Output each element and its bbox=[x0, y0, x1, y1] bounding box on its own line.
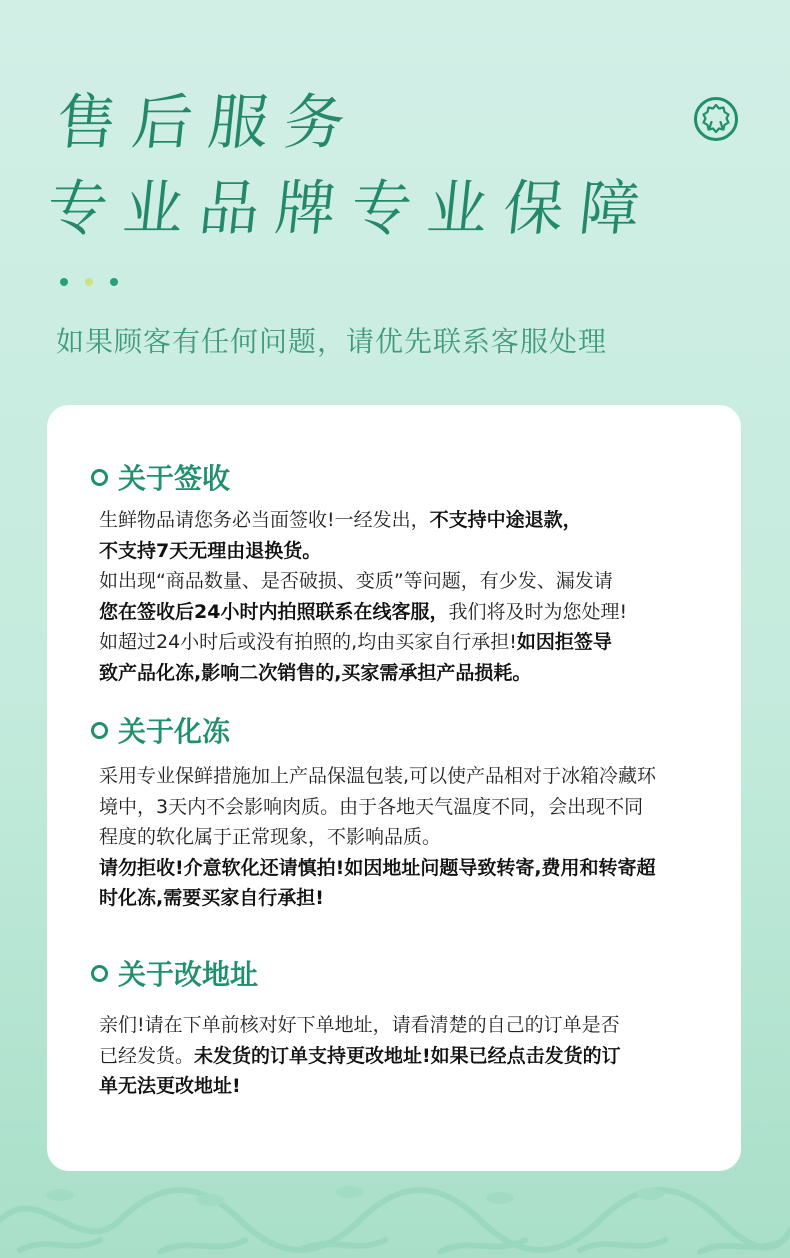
text: 我们将及时为您处理! bbox=[448, 600, 628, 623]
text: 已经发货。 bbox=[99, 1044, 195, 1067]
section-title: 关于签收 bbox=[118, 462, 231, 495]
bold-text: 时化冻,需要买家自行承担! bbox=[99, 887, 324, 909]
decorative-dots bbox=[60, 278, 118, 286]
bold-text: 您在签收后24小时内拍照联系在线客服， bbox=[99, 600, 449, 623]
text: 境中，3天内不会影响肉质。由于各地天气温度不同，会出现不同 bbox=[99, 795, 644, 818]
text: 生鲜物品请您务必当面签收!一经发出， bbox=[99, 509, 430, 531]
circle-bullet-icon bbox=[91, 965, 108, 982]
bold-text: 如因拒签导 bbox=[516, 631, 612, 653]
page-title bbox=[43, 80, 669, 252]
bold-text: 不支持7天无理由退换货。 bbox=[99, 539, 322, 562]
bold-text: 致产品化冻,影响二次销售的,买家需承担产品损耗。 bbox=[99, 661, 532, 684]
section-body-address bbox=[99, 1010, 703, 1102]
page-subtitle: 如果顾客有任何问题，请优先联系客服处理 bbox=[56, 325, 608, 358]
text: 采用专业保鲜措施加上产品保温包装,可以使产品相对于冰箱冷藏环 bbox=[99, 765, 657, 787]
section-heading-address bbox=[91, 953, 258, 993]
bold-text: 单无法更改地址! bbox=[99, 1075, 241, 1097]
section-body-thaw bbox=[99, 761, 703, 914]
dot bbox=[85, 278, 93, 286]
section-heading-receipt bbox=[91, 457, 230, 497]
section-heading-thaw bbox=[91, 710, 230, 750]
section-title: 关于化冻 bbox=[118, 715, 231, 748]
circle-bullet-icon bbox=[91, 722, 108, 739]
text: 亲们!请在下单前核对好下单地址，请看清楚的自己的订单是否 bbox=[99, 1014, 620, 1036]
dot bbox=[110, 278, 118, 286]
section-body-receipt bbox=[99, 505, 703, 688]
text: 如出现“商品数量、是否破损、变质”等问题，有少发、漏发请 bbox=[99, 570, 613, 592]
bold-text: 请勿拒收!介意软化还请慎拍!如因地址问题导致转寄,费用和转寄超 bbox=[99, 856, 656, 879]
decorative-wave-pattern bbox=[0, 1140, 790, 1258]
title-line-1: 售后服务 bbox=[52, 88, 365, 158]
text: 如超过24小时后或没有拍照的,均由买家自行承担! bbox=[99, 631, 517, 653]
text: 程度的软化属于正常现象，不影响品质。 bbox=[99, 826, 442, 848]
title-line-2: 专业品牌专业保障 bbox=[43, 174, 660, 244]
info-card bbox=[47, 405, 741, 1171]
quality-badge-icon bbox=[693, 96, 739, 142]
bold-text: 未发货的订单支持更改地址!如果已经点击发货的订 bbox=[194, 1044, 621, 1067]
dot bbox=[60, 278, 68, 286]
section-title: 关于改地址 bbox=[118, 958, 259, 991]
bold-text: 不支持中途退款， bbox=[429, 509, 582, 531]
circle-bullet-icon bbox=[91, 469, 108, 486]
